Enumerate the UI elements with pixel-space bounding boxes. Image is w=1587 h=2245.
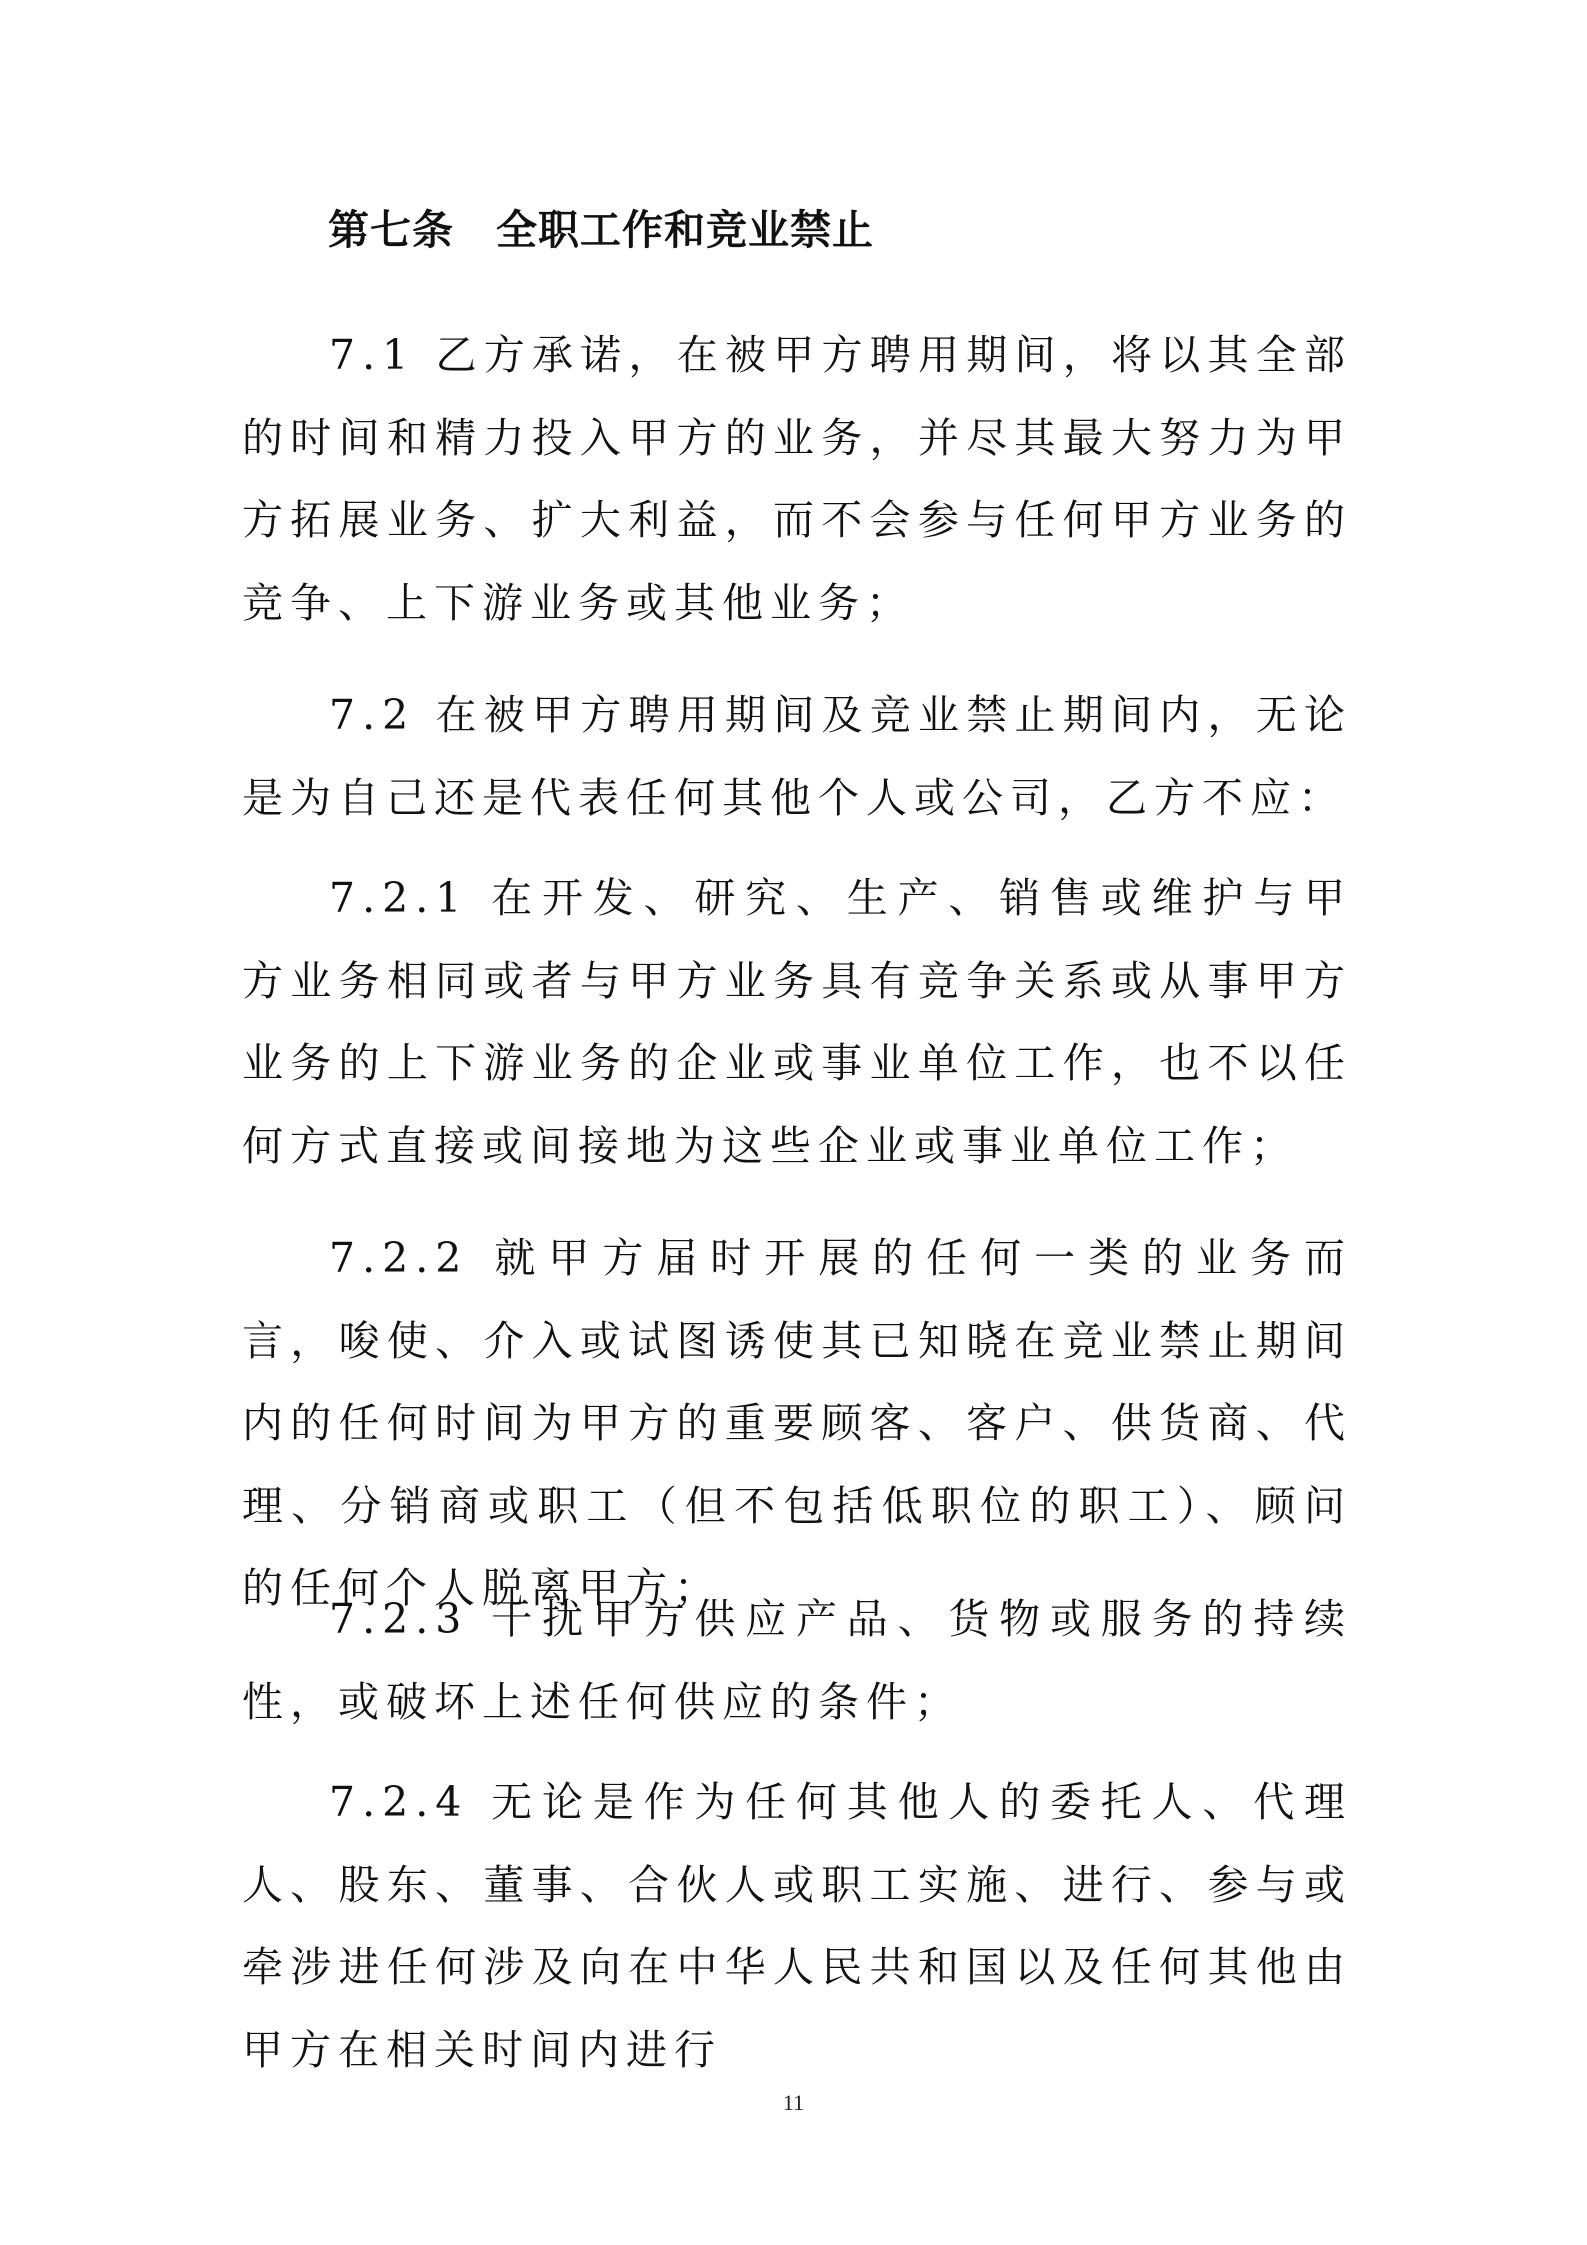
clause-7-2-4: 7.2.4 无论是作为任何其他人的委托人、代理人、股东、董事、合伙人或职工实施、进行、参与或牵涉进任何涉及向在中华人民共和国以及任何其他由甲方在相关时间内进行 [242, 1778, 1352, 2074]
clause-7-2: 7.2 在被甲方聘用期间及竞业禁止期间内，无论是为自己还是代表任何其他个人或公司，乙方不应： [242, 691, 1352, 822]
page-number: 11 [782, 2090, 805, 2115]
clause-7-2-1: 7.2.1 在开发、研究、生产、销售或维护与甲方业务相同或者与甲方业务具有竞争关系或从事甲方业务的上下游业务的企业或事业单位工作，也不以任何方式直接或间接地为这些企业或事业单位工作； [242, 874, 1352, 1170]
clause-7-2-2: 7.2.2 就甲方届时开展的任何一类的业务而言，唆使、介入或试图诱使其已知晓在竞业禁止期间内的任何时间为甲方的重要顾客、客户、供货商、代理、分销商或职工（但不包括低职位的职工）、顾问的任何个人脱离甲方； [242, 1234, 1352, 1612]
clause-7-2-3: 7.2.3 干扰甲方供应产品、货物或服务的持续性，或破坏上述任何供应的条件； [242, 1595, 1352, 1726]
clause-7-1: 7.1 乙方承诺，在被甲方聘用期间，将以其全部的时间和精力投入甲方的业务，并尽其最大努力为甲方拓展业务、扩大利益，而不会参与任何甲方业务的竞争、上下游业务或其他业务； [242, 331, 1352, 627]
section-heading: 第七条 全职工作和竞业禁止 [328, 206, 874, 254]
